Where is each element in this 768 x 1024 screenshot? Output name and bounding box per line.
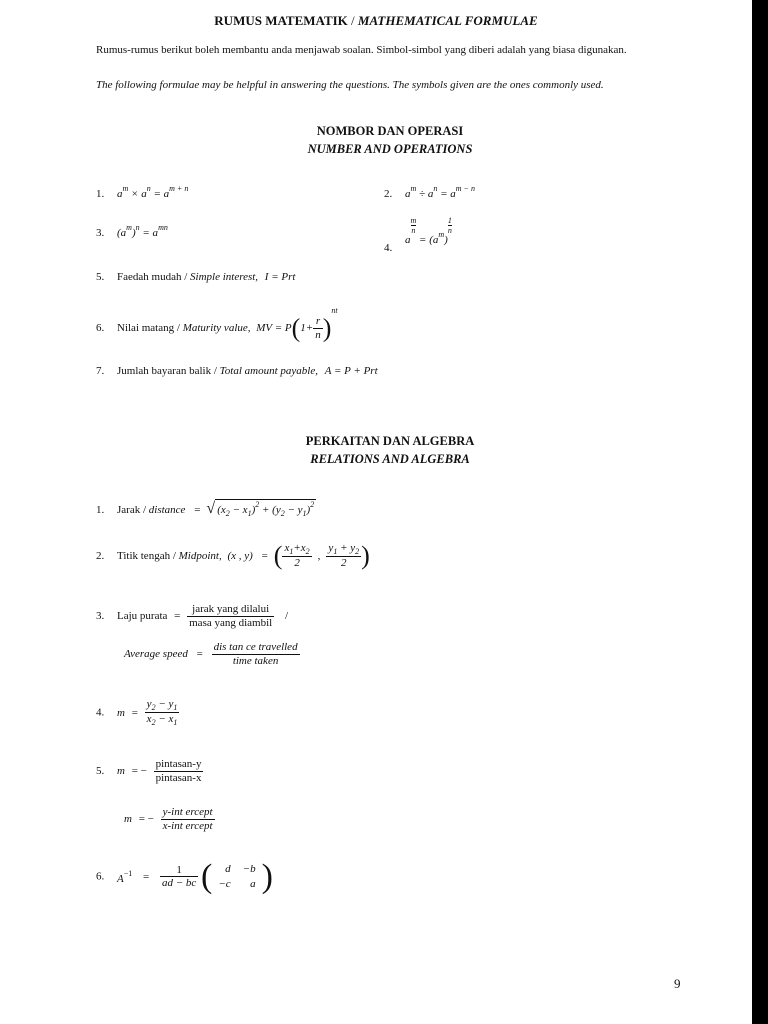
section-title-malay: NOMBOR DAN OPERASI: [316, 124, 464, 138]
formula-gradient-intercept-english: m = − $\frac{\text{y-int ercept}}{\text{x-int ercept}}$: [124, 806, 213, 832]
intro-english: The following formulae may be helpful in answering the questions. The symbols given are the ones commonly used.: [96, 79, 604, 91]
formula-distance: 1. Jarak / distance = √ $(x_2 - x_1)^2 + (y_2 - y_1)^2$: [96, 500, 315, 518]
section-title-malay: PERKAITAN DAN ALGEBRA: [305, 434, 475, 448]
formula-item-5: 5. Faedah mudah / Simple interest, I = Prt: [96, 271, 296, 283]
formula-gradient: 4. m = $\frac{y_2 - y_1}{x_2 - x_1}$: [96, 698, 178, 728]
formula-item-2: 2. $a^m \div a^n = a^{m - n}$: [384, 184, 475, 200]
formula-item-1: 1. $a^m \times a^n = a^{m + n}$: [96, 184, 189, 200]
intro-malay: Rumus-rumus berikut boleh membantu anda menjawab soalan. Simbol-simbol yang diberi adalah yang biasa digunakan.: [96, 44, 627, 56]
right-edge-bar: [752, 0, 768, 1024]
formula-average-speed-malay: 3. Laju purata = $\frac{\text{jarak yang dilalui}}{\text{masa yang diambil}}$ /: [96, 603, 289, 629]
formula-item-3: 3. $(a^m)^n = a^{mn}$: [96, 223, 168, 239]
formula-item-4: 4. a $\frac{m}{n}$ = $(a^m)$ $\frac{1}{n}$: [384, 216, 452, 255]
page-title: RUMUS MATEMATIK / MATHEMATICAL FORMULAE: [214, 13, 538, 28]
section-title-english: NUMBER AND OPERATIONS: [307, 142, 473, 156]
section-title-english: RELATIONS AND ALGEBRA: [310, 452, 470, 466]
formula-item-7: 7. Jumlah bayaran balik / Total amount payable, A = P + Prt: [96, 365, 378, 377]
formula-gradient-intercept-malay: 5. m = − $\frac{\text{pintasan-y}}{\text{pintasan-x}}$: [96, 758, 202, 784]
page-number: 9: [674, 976, 681, 991]
formula-average-speed-english: Average speed = $\frac{\text{dis tan ce travelled}}{\text{time taken}}$: [124, 641, 298, 667]
formula-inverse-matrix: 6. $A^{-1}$ = $\frac{1}{ad - bc}$ ( d −b −c a ): [96, 858, 273, 895]
formula-midpoint: 2. Titik tengah / Midpoint, (x , y) = ( $\frac{x_1+x_2}{2}$ , $\frac{y_1 + y_2}{2}$ ): [96, 541, 370, 571]
formula-item-6: 6. Nilai matang / Maturity value, MV = P(1+ $\frac{r}{n}$ )$^{nt}$: [96, 306, 338, 343]
